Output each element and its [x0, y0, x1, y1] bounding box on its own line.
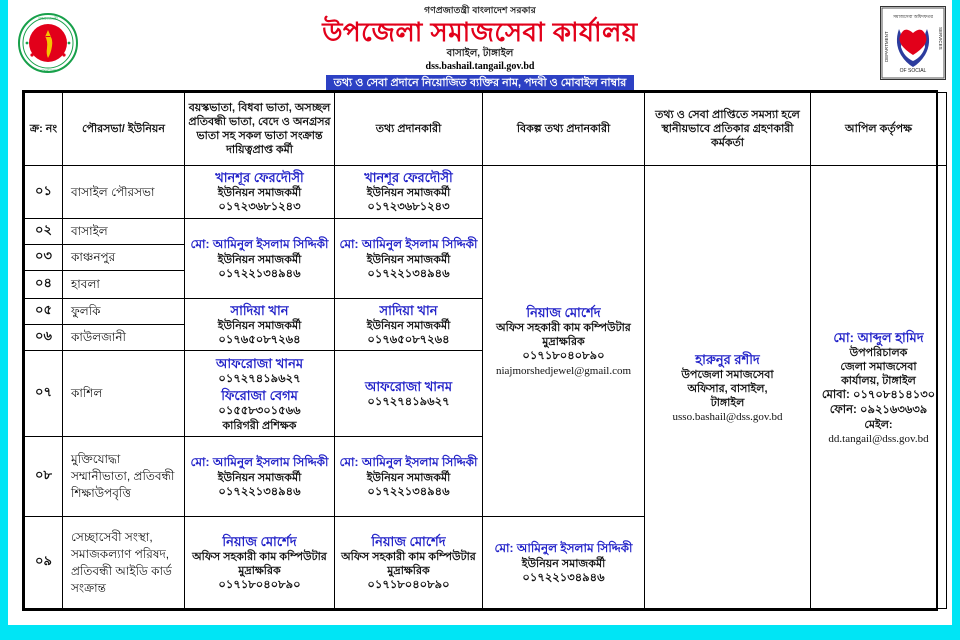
cell-information-provider [335, 299, 483, 351]
row-union: কাশিল [63, 351, 185, 437]
person-phone: ০১৭২৭৪১৯৬২৭ [367, 395, 450, 408]
person-name: আফরোজা খানম [364, 378, 453, 394]
contact-table-container [22, 90, 938, 611]
email-label: মেইল: [864, 418, 893, 431]
person-designation-line2: অফিসার, বাসাইল, [687, 382, 768, 395]
person-email: niajmorshedjewel@gmail.com [495, 365, 632, 377]
row-serial: ০১ [25, 166, 63, 219]
person-name: খানশূর ফেরদৌসী [215, 170, 304, 185]
person-designation: ইউনিয়ন সমাজকর্মী [217, 187, 302, 199]
row-union: সেচ্ছাসেবী সংস্থা, সমাজকল্যাণ পরিষদ, প্রতিবন্ধী আইডি কার্ড সংক্রান্ত [63, 517, 185, 609]
person-name: সাদিয়া খান [230, 302, 289, 318]
header-serial: ক্র: নং [25, 93, 63, 166]
svg-text:SERVICES: SERVICES [938, 27, 943, 50]
row-union: মুক্তিযোদ্ধা সম্মানীভাতা, প্রতিবন্ধী শিক্ষাউপবৃত্তি [63, 437, 185, 517]
person-designation: ইউনিয়ন সমাজকর্মী [217, 471, 302, 484]
row-serial: ০৯ [25, 517, 63, 609]
header-alternate-information-provider: বিকল্প তথ্য প্রদানকারী [483, 93, 645, 166]
government-line: গণপ্রজাতন্ত্রী বাংলাদেশ সরকার [424, 5, 536, 15]
cell-redress-officer [645, 166, 811, 609]
cell-information-provider [335, 517, 483, 609]
row-serial: ০৭ [25, 351, 63, 437]
cell-appeal-authority [811, 166, 947, 609]
person-phone: ০১৭৬৫০৮৭২৬৪ [218, 333, 301, 346]
person-designation-line1: উপজেলা সমাজসেবা [681, 368, 774, 381]
person-name: মো: আব্দুল হামিদ [833, 329, 924, 345]
row-union: হাবলা [63, 271, 185, 299]
cell-allowance-officer [185, 351, 335, 437]
person-phone: ০১৭১৮০৪০৮৯০ [367, 578, 450, 591]
info-strip-banner: তথ্য ও সেবা প্রদানে নিয়োজিত ব্যক্তির নাম, পদবী ও মোবাইল নাম্বার [326, 75, 635, 93]
cell-alternate-provider [483, 517, 645, 609]
cell-information-provider [335, 437, 483, 517]
person-name: মো: আমিনুল ইসলাম সিদ্দিকী [190, 236, 329, 251]
cell-allowance-officer [185, 166, 335, 219]
cell-allowance-officer [185, 299, 335, 351]
person-designation: ইউনিয়ন সমাজকর্মী [366, 319, 451, 332]
person-name: নিয়াজ মোর্শেদ [371, 533, 446, 549]
row-union: বাসাইল পৌরসভা [63, 166, 185, 219]
person-name: মো: আমিনুল ইসলাম সিদ্দিকী [339, 236, 478, 251]
table-header-row [25, 93, 947, 166]
row-union: কাউলজানী [63, 325, 185, 351]
cell-information-provider [335, 219, 483, 299]
svg-text:OF SOCIAL: OF SOCIAL [899, 68, 927, 74]
person-name: মো: আমিনুল ইসলাম সিদ্দিকী [339, 454, 478, 469]
row-serial: ০৬ [25, 325, 63, 351]
office-location: বাসাইল, টাঙ্গাইল [446, 48, 514, 59]
row-union: কাঞ্চনপুর [63, 245, 185, 271]
cell-information-provider [335, 166, 483, 219]
person-name: নিয়াজ মোর্শেদ [526, 305, 601, 320]
person-phone: ০১৭৬৫০৮৭২৬৪ [367, 333, 450, 346]
document-header [8, 0, 952, 88]
person-phone: ০১৭২২১৩৪৯৪৬ [218, 485, 301, 498]
person-email: usso.bashail@dss.gov.bd [672, 410, 783, 423]
person-designation-line3: টাঙ্গাইল [710, 396, 745, 409]
person-designation-2: কারিগরী প্রশিক্ষক [222, 419, 297, 432]
person-name: হারুনুর রশীদ [695, 351, 760, 367]
person-phone: ফোন: ০৯২১৬৩৬৩৯ [829, 403, 928, 416]
row-union: ফুলকি [63, 299, 185, 325]
table-row [25, 166, 947, 219]
svg-text:বাংলাদেশ: বাংলাদেশ [40, 68, 56, 73]
page-title: উপজেলা সমাজসেবা কার্যালয় [322, 17, 638, 47]
person-designation: ইউনিয়ন সমাজকর্মী [366, 187, 451, 199]
row-serial: ০৮ [25, 437, 63, 517]
person-phone: ০১৭২৩৬৮১২৪৩ [218, 201, 301, 213]
person-designation: ইউনিয়ন সমাজকর্মী [521, 557, 606, 570]
header-appeal-authority: আপিল কর্তৃপক্ষ [811, 93, 947, 166]
person-phone: ০১৭২৩৬৮১২৪৩ [367, 201, 450, 213]
person-designation-line1: উপপরিচালক [849, 346, 908, 359]
person-name: মো: আমিনুল ইসলাম সিদ্দিকী [494, 540, 633, 555]
header-information-provider: তথ্য প্রদানকারী [335, 93, 483, 166]
header-text-block [8, 4, 952, 93]
person-phone: ০১৭২২১৩৪৯৪৬ [367, 485, 450, 498]
person-name-1: আফরোজা খানম [215, 355, 304, 371]
row-serial: ০৩ [25, 245, 63, 271]
person-email: dd.tangail@dss.gov.bd [828, 432, 929, 445]
person-designation-line2: জেলা সমাজসেবা [840, 360, 917, 373]
cell-alternate-provider [483, 166, 645, 517]
person-name: খানশূর ফেরদৌসী [364, 170, 453, 185]
row-serial: ০৪ [25, 271, 63, 299]
person-name: সাদিয়া খান [379, 302, 438, 318]
person-designation: ইউনিয়ন সমাজকর্মী [217, 253, 302, 266]
person-name-2: ফিরোজা বেগম [221, 387, 298, 403]
row-serial: ০২ [25, 219, 63, 245]
person-designation: অফিস সহকারী কাম কম্পিউটার মুদ্রাক্ষরিক [341, 550, 476, 577]
row-union: বাসাইল [63, 219, 185, 245]
person-phone: ০১৭১৮০৪০৮৯০ [522, 350, 605, 362]
person-phone: ০১৭১৮০৪০৮৯০ [218, 578, 301, 591]
cell-allowance-officer [185, 437, 335, 517]
contact-table [24, 92, 947, 609]
person-mobile: মোবা: ০১৭০৮৪১৪১৩০ [821, 388, 936, 401]
svg-text:DEPARTMENT: DEPARTMENT [884, 31, 889, 62]
person-name: নিয়াজ মোর্শেদ [222, 533, 297, 549]
header-redress-officer: তথ্য ও সেবা প্রাপ্তিতে সমস্যা হলে স্থানীয়ভাবে প্রতিকার গ্রহণকারী কর্মকর্তা [645, 93, 811, 166]
svg-text:সমাজসেবা অধিদফতর: সমাজসেবা অধিদফতর [893, 14, 933, 19]
cell-allowance-officer [185, 517, 335, 609]
header-allowance-officer: বয়স্কভাতা, বিধবা ভাতা, অসচ্ছল প্রতিবন্ধী ভাতা, বেদে ও অনগ্রসর ভাতা সহ সকল ভাতা সংক্রান্ত দায়িত্বপ্রাপ্ত কর্মী [185, 93, 335, 166]
cell-allowance-officer [185, 219, 335, 299]
person-phone-1: ০১৭২৭৪১৯৬২৭ [218, 372, 301, 385]
person-designation: ইউনিয়ন সমাজকর্মী [217, 319, 302, 332]
person-designation-line3: কার্যালয়, টাঙ্গাইল [841, 374, 916, 387]
svg-text:গণপ্রজাতন্ত্রী: গণপ্রজাতন্ত্রী [38, 16, 58, 21]
person-designation: ইউনিয়ন সমাজকর্মী [366, 471, 451, 484]
person-phone-2: ০১৫৫৮৩০১৫৬৬ [218, 404, 301, 417]
person-designation: অফিস সহকারী কাম কম্পিউটার মুদ্রাক্ষরিক [496, 322, 631, 348]
person-phone: ০১৭২২১৩৪৯৪৬ [367, 267, 450, 280]
person-phone: ০১৭২২১৩৪৯৪৬ [522, 571, 605, 584]
document-page [8, 0, 952, 625]
person-designation: অফিস সহকারী কাম কম্পিউটার মুদ্রাক্ষরিক [192, 550, 327, 577]
row-serial: ০৫ [25, 299, 63, 325]
website-address: dss.bashail.tangail.gov.bd [425, 61, 535, 72]
person-name: মো: আমিনুল ইসলাম সিদ্দিকী [190, 454, 329, 469]
cell-information-provider [335, 351, 483, 437]
person-phone: ০১৭২২১৩৪৯৪৬ [218, 267, 301, 280]
person-designation: ইউনিয়ন সমাজকর্মী [366, 253, 451, 266]
header-union: পৌরসভা/ ইউনিয়ন [63, 93, 185, 166]
department-of-social-services-logo-icon [880, 6, 946, 80]
